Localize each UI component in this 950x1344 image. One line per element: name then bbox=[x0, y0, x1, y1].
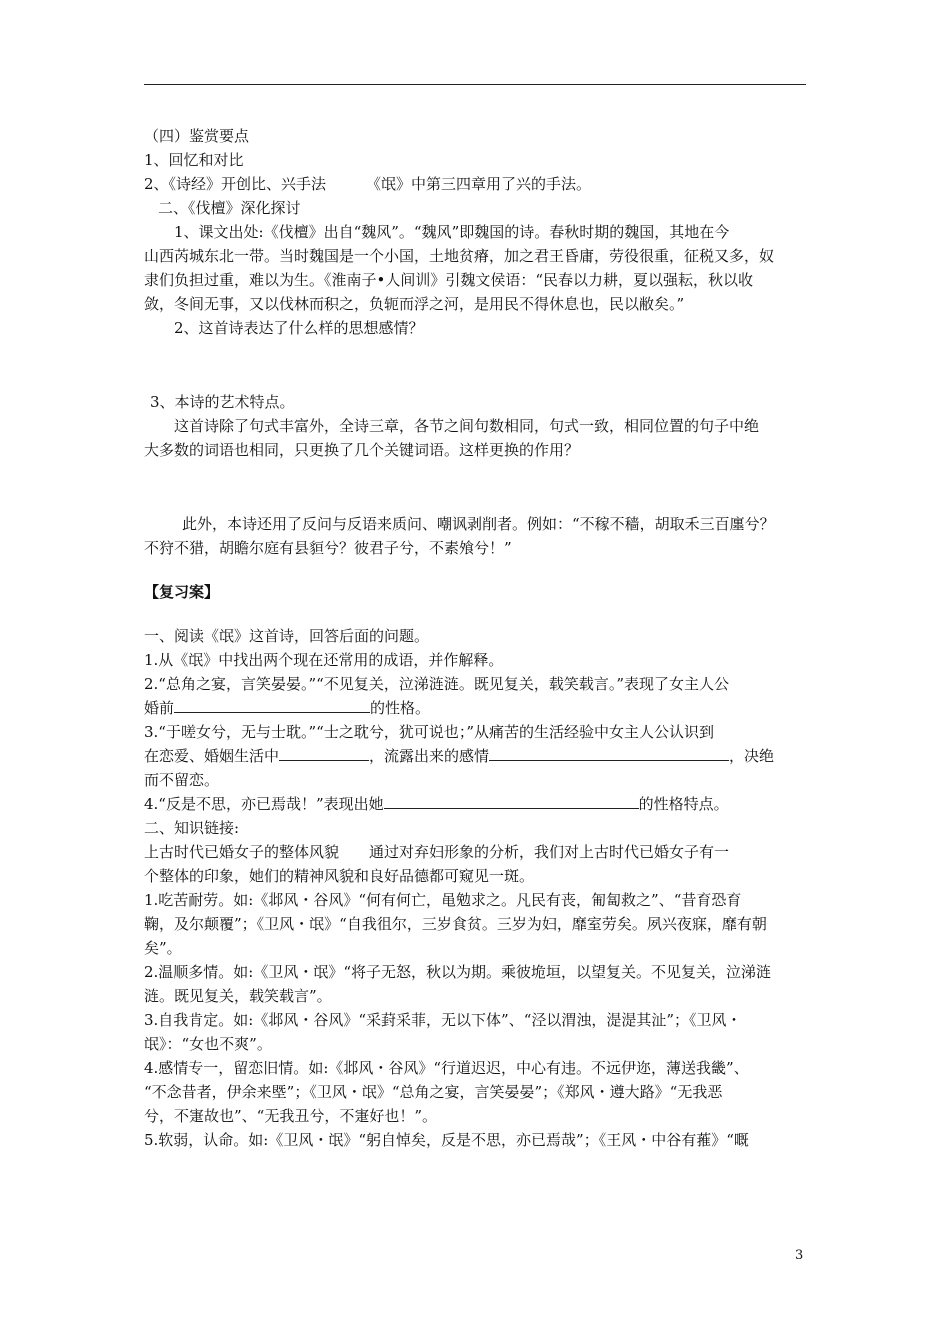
appreciation-heading: （四）鉴赏要点 bbox=[144, 127, 250, 145]
knowledge-item-3-line1: 3.自我肯定。如:《邶风・谷风》“采葑采菲，无以下体”、“泾以渭浊，湜湜其沚”；《卫风・ bbox=[144, 1011, 742, 1029]
fatan-extra-line1: 此外，本诗还用了反问与反语来质问、嘲讽剥削者。例如：“不稼不穑，胡取禾三百廛兮？ bbox=[182, 515, 775, 533]
fatan-para1-line1: 1、课文出处:《伐檀》出自“魏风”。“魏风”即魏国的诗。春秋时期的魏国，其地在今 bbox=[174, 223, 730, 241]
answer-blank[interactable] bbox=[489, 745, 729, 761]
appreciation-item-2 bbox=[144, 172, 809, 196]
q4-suffix: 的性格特点。 bbox=[638, 795, 729, 813]
answer-blank[interactable] bbox=[279, 745, 369, 761]
q3-suffix: ，决绝 bbox=[729, 747, 775, 765]
knowledge-intro-line2: 个整体的印象，她们的精神风貌和良好品德都可窥见一斑。 bbox=[144, 867, 535, 885]
fatan-q3-para-line1: 这首诗除了句式丰富外，全诗三章，各节之间句数相同，句式一致，相同位置的句子中绝 bbox=[174, 417, 760, 435]
knowledge-item-1-line2: 鞠，及尔颠覆”；《卫风・氓》“自我徂尔，三岁食贫。三岁为妇，靡室劳矣。夙兴夜寐，靡有朝 bbox=[144, 915, 767, 933]
q3-middle: ，流露出来的感情 bbox=[369, 747, 490, 765]
review-question-3-line1: 3.“于嗟女兮，无与士耽。”“士之耽兮，犹可说也；”从痛苦的生活经验中女主人公认识到 bbox=[144, 723, 714, 741]
page-number: 3 bbox=[795, 1248, 804, 1263]
knowledge-item-2-line2: 涟。既见复关，载笑载言”。 bbox=[144, 987, 332, 1005]
knowledge-intro-line1 bbox=[144, 840, 809, 864]
q2-prefix: 婚前 bbox=[144, 699, 175, 717]
fatan-para1-line2: 山西芮城东北一带。当时魏国是一个小国，土地贫瘠，加之君王昏庸，劳役很重，征税又多，奴 bbox=[144, 247, 775, 265]
knowledge-item-1-line3: 矣”。 bbox=[144, 939, 182, 957]
review-question-4 bbox=[144, 792, 809, 816]
knowledge-item-3-line2: 氓》：“女也不爽”。 bbox=[144, 1035, 272, 1053]
knowledge-item-4-line1: 4.感情专一，留恋旧情。如:《邶风・谷风》“行道迟迟，中心有违。不远伊迩，薄送我畿”、 bbox=[144, 1059, 749, 1077]
review-question-3-line3: 而不留恋。 bbox=[144, 771, 220, 789]
appreciation-item-2-a: 2、《诗经》开创比、兴手法 bbox=[144, 175, 327, 193]
knowledge-item-1-line1: 1.吃苦耐劳。如:《邶风・谷风》“何有何亡，黾勉求之。凡民有丧，匍匐救之”、“昔育恐育 bbox=[144, 891, 742, 909]
spacer bbox=[144, 604, 809, 624]
review-part1-heading: 一、阅读《氓》这首诗，回答后面的问题。 bbox=[144, 627, 430, 645]
review-question-3-line2 bbox=[144, 744, 809, 768]
review-heading: 【复习案】 bbox=[144, 583, 220, 601]
fatan-para1-line3: 隶们负担过重，难以为生。《淮南子•人间训》引魏文侯语：“民春以力耕，夏以强耘，秋以收 bbox=[144, 271, 754, 289]
review-question-1: 1.从《氓》中找出两个现在还常用的成语，并作解释。 bbox=[144, 651, 504, 669]
review-question-2-line2 bbox=[144, 696, 809, 720]
knowledge-title: 上古时代已婚女子的整体风貌 bbox=[144, 843, 340, 861]
answer-blank[interactable] bbox=[174, 697, 370, 713]
q4-prefix: 4.“反是不思，亦已焉哉！”表现出她 bbox=[144, 795, 384, 813]
q3-prefix: 在恋爱、婚姻生活中 bbox=[144, 747, 280, 765]
q2-suffix: 的性格。 bbox=[370, 699, 431, 717]
answer-space bbox=[144, 462, 809, 512]
knowledge-intro-text: 通过对弃妇形象的分析，我们对上古时代已婚女子有一 bbox=[369, 843, 730, 861]
page-content bbox=[144, 124, 809, 1152]
fatan-question-3: 3、本诗的艺术特点。 bbox=[150, 393, 295, 411]
knowledge-item-4-line3: 兮，不寁故也”、“无我丑兮，不寁好也！”。 bbox=[144, 1107, 438, 1125]
answer-blank[interactable] bbox=[384, 793, 639, 809]
fatan-heading: 二、《伐檀》深化探讨 bbox=[158, 199, 301, 217]
knowledge-item-2-line1: 2.温顺多情。如:《卫风・氓》“将子无怒，秋以为期。乘彼垝垣，以望复关。不见复关，泣涕涟 bbox=[144, 963, 772, 981]
review-question-2-line1: 2.“总角之宴，言笑晏晏。”“不见复关，泣涕涟涟。既见复关，载笑载言。”表现了女主人公 bbox=[144, 675, 729, 693]
spacer bbox=[144, 560, 809, 580]
fatan-para1-line4: 敛，冬间无事，又以伐林而积之，负轭而浮之河，是用民不得休息也，民以敝矣。” bbox=[144, 295, 685, 313]
fatan-extra-line2: 不狩不猎，胡瞻尔庭有县貆兮？彼君子兮，不素飧兮！” bbox=[144, 539, 512, 557]
fatan-question-2: 2、这首诗表达了什么样的思想感情？ bbox=[174, 319, 424, 337]
knowledge-item-5-line1: 5.软弱，认命。如:《卫风・氓》“躬自悼矣，反是不思，亦已焉哉”；《王风・中谷有蓷》“嘅 bbox=[144, 1131, 749, 1149]
answer-space bbox=[144, 340, 809, 390]
review-part2-heading: 二、知识链接: bbox=[144, 819, 240, 837]
knowledge-item-4-line2: “不念昔者，伊余来塈”；《卫风・氓》“总角之宴，言笑晏晏”；《郑风・遵大路》“无我恶 bbox=[144, 1083, 723, 1101]
appreciation-item-2-b: 《氓》中第三四章用了兴的手法。 bbox=[366, 175, 592, 193]
appreciation-item-1: 1、回忆和对比 bbox=[144, 151, 244, 169]
fatan-q3-para-line2: 大多数的词语也相同，只更换了几个关键词语。这样更换的作用？ bbox=[144, 441, 580, 459]
header-rule bbox=[144, 84, 806, 85]
